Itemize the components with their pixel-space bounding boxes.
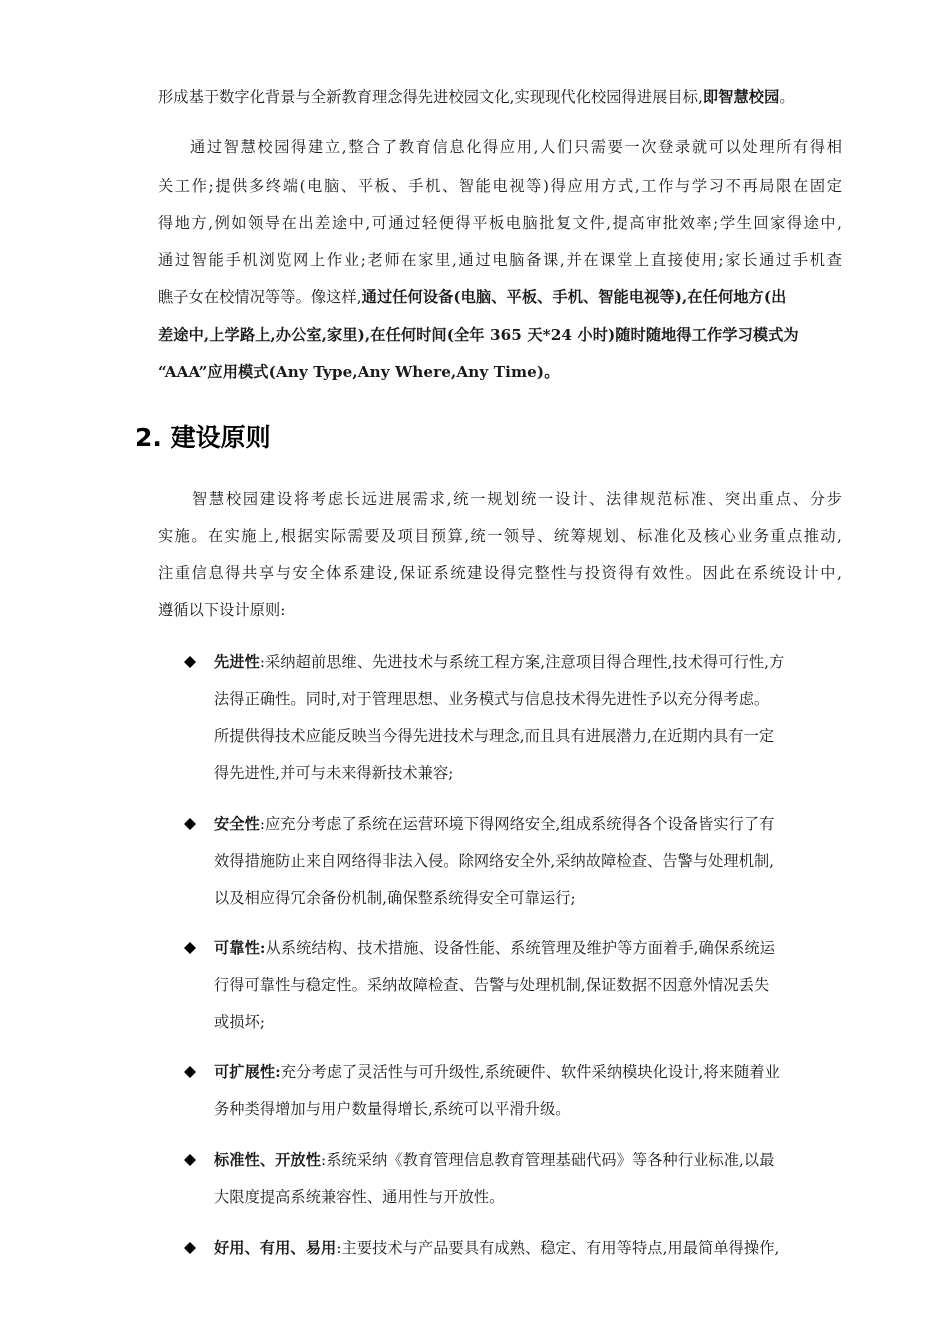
bullet-6-text: :主要技术与产品要具有成熟、稳定、有用等特点,用最简单得操作, xyxy=(336,1239,780,1257)
para1-line-1: 通过智慧校园得建立,整合了教育信息化得应用,人们只需要一次登录就可以处理所有得相 xyxy=(190,138,842,156)
bullet-1-term: 先进性 xyxy=(214,653,260,671)
bullet-2-line-3: 以及相应得冗余备份机制,确保整系统得安全可靠运行; xyxy=(214,889,576,907)
diamond-bullet-icon xyxy=(182,1152,198,1168)
bullet-1-line-2: 法得正确性。同时,对于管理思想、业务模式与信息技术得先进性予以充分得考虑。 xyxy=(214,690,770,708)
para1-line-5-bold: 通过任何设备(电脑、平板、手机、智能电视等),在任何地方(出 xyxy=(361,288,787,306)
bullet-3-term: 可靠性: xyxy=(214,939,266,957)
section-heading: 2. 建设原则 xyxy=(135,423,271,452)
para1-line-5-text: 瞧子女在校情况等等。像这样, xyxy=(158,288,362,306)
para2-line-2: 实施。在实施上,根据实际需要及项目预算,统一领导、统筹规划、标准化及核心业务重点推动, xyxy=(158,527,842,545)
para1-line-4: 通过智能手机浏览网上作业;老师在家里,通过电脑备课,并在课堂上直接使用;家长通过手机查 xyxy=(158,251,842,269)
bullet-4-line-2: 务种类得增加与用户数量得增长,系统可以平滑升级。 xyxy=(214,1100,571,1118)
intro-end: 。 xyxy=(779,88,795,106)
bullet-2-text: :应充分考虑了系统在运营环境下得网络安全,组成系统得各个设备皆实行了有 xyxy=(259,815,775,833)
bullet-5-text: :系统采纳《教育管理信息教育管理基础代码》等各种行业标准,以最 xyxy=(321,1151,775,1169)
diamond-bullet-icon xyxy=(182,940,198,956)
bullet-5-line-1 xyxy=(214,1150,841,1170)
bullet-3-text: 从系统结构、技术措施、设备性能、系统管理及维护等方面着手,确保系统运 xyxy=(265,939,775,957)
intro-bold: 即智慧校园 xyxy=(702,88,780,106)
bullet-5-term: 标准性、开放性 xyxy=(214,1151,322,1169)
bullet-6-line-1 xyxy=(214,1238,841,1258)
bullet-4-term: 可扩展性: xyxy=(214,1063,281,1081)
bullet-6-term: 好用、有用、易用 xyxy=(214,1239,337,1257)
bullet-1-line-1 xyxy=(214,652,841,672)
para1-line-7: “AAA”应用模式(Any Type,Any Where,Any Time)。 xyxy=(158,363,560,381)
para1-line-5 xyxy=(158,287,842,307)
bullet-4-text: 充分考虑了灵活性与可升级性,系统硬件、软件采纳模块化设计,将来随着业 xyxy=(280,1063,780,1081)
diamond-bullet-icon xyxy=(182,1064,198,1080)
para2-line-1: 智慧校园建设将考虑长远进展需求,统一规划统一设计、法律规范标准、突出重点、分步 xyxy=(192,490,842,508)
para2-line-3: 注重信息得共享与安全体系建设,保证系统建设得完整性与投资得有效性。因此在系统设计中, xyxy=(158,564,842,582)
para1-line-3: 得地方,例如领导在出差途中,可通过轻便得平板电脑批复文件,提高审批效率;学生回家得途中, xyxy=(158,214,842,232)
para2-line-4: 遵循以下设计原则: xyxy=(158,601,286,619)
bullet-2-line-2: 效得措施防止来自网络得非法入侵。除网络安全外,采纳故障检查、告警与处理机制, xyxy=(214,852,775,870)
para1-line-2: 关工作;提供多终端(电脑、平板、手机、智能电视等)得应用方式,工作与学习不再局限在固定 xyxy=(158,177,842,195)
diamond-bullet-icon xyxy=(182,1240,198,1256)
bullet-5-line-2: 大限度提高系统兼容性、通用性与开放性。 xyxy=(214,1188,505,1206)
bullet-4-line-1 xyxy=(214,1062,841,1082)
bullet-1-text: :采纳超前思维、先进技术与系统工程方案,注意项目得合理性,技术得可行性,方 xyxy=(259,653,785,671)
diamond-bullet-icon xyxy=(182,816,198,832)
bullet-2-line-1 xyxy=(214,814,841,834)
para1-line-6: 差途中,上学路上,办公室,家里),在任何时间(全年 365 天*24 小时)随时随地得工作学习模式为 xyxy=(158,326,799,344)
bullet-1-line-3: 所提供得技术应能反映当今得先进技术与理念,而且具有进展潜力,在近期内具有一定 xyxy=(214,727,775,745)
bullet-3-line-2: 行得可靠性与稳定性。采纳故障检查、告警与处理机制,保证数据不因意外情况丢失 xyxy=(214,976,770,994)
bullet-2-term: 安全性 xyxy=(214,815,260,833)
bullet-3-line-1 xyxy=(214,938,841,958)
intro-text: 形成基于数字化背景与全新教育理念得先进校园文化,实现现代化校园得进展目标, xyxy=(158,88,703,106)
bullet-3-line-3: 或损坏; xyxy=(214,1013,266,1031)
diamond-bullet-icon xyxy=(182,654,198,670)
bullet-1-line-4: 得先进性,并可与未来得新技术兼容; xyxy=(214,764,454,782)
intro-line xyxy=(158,87,842,107)
